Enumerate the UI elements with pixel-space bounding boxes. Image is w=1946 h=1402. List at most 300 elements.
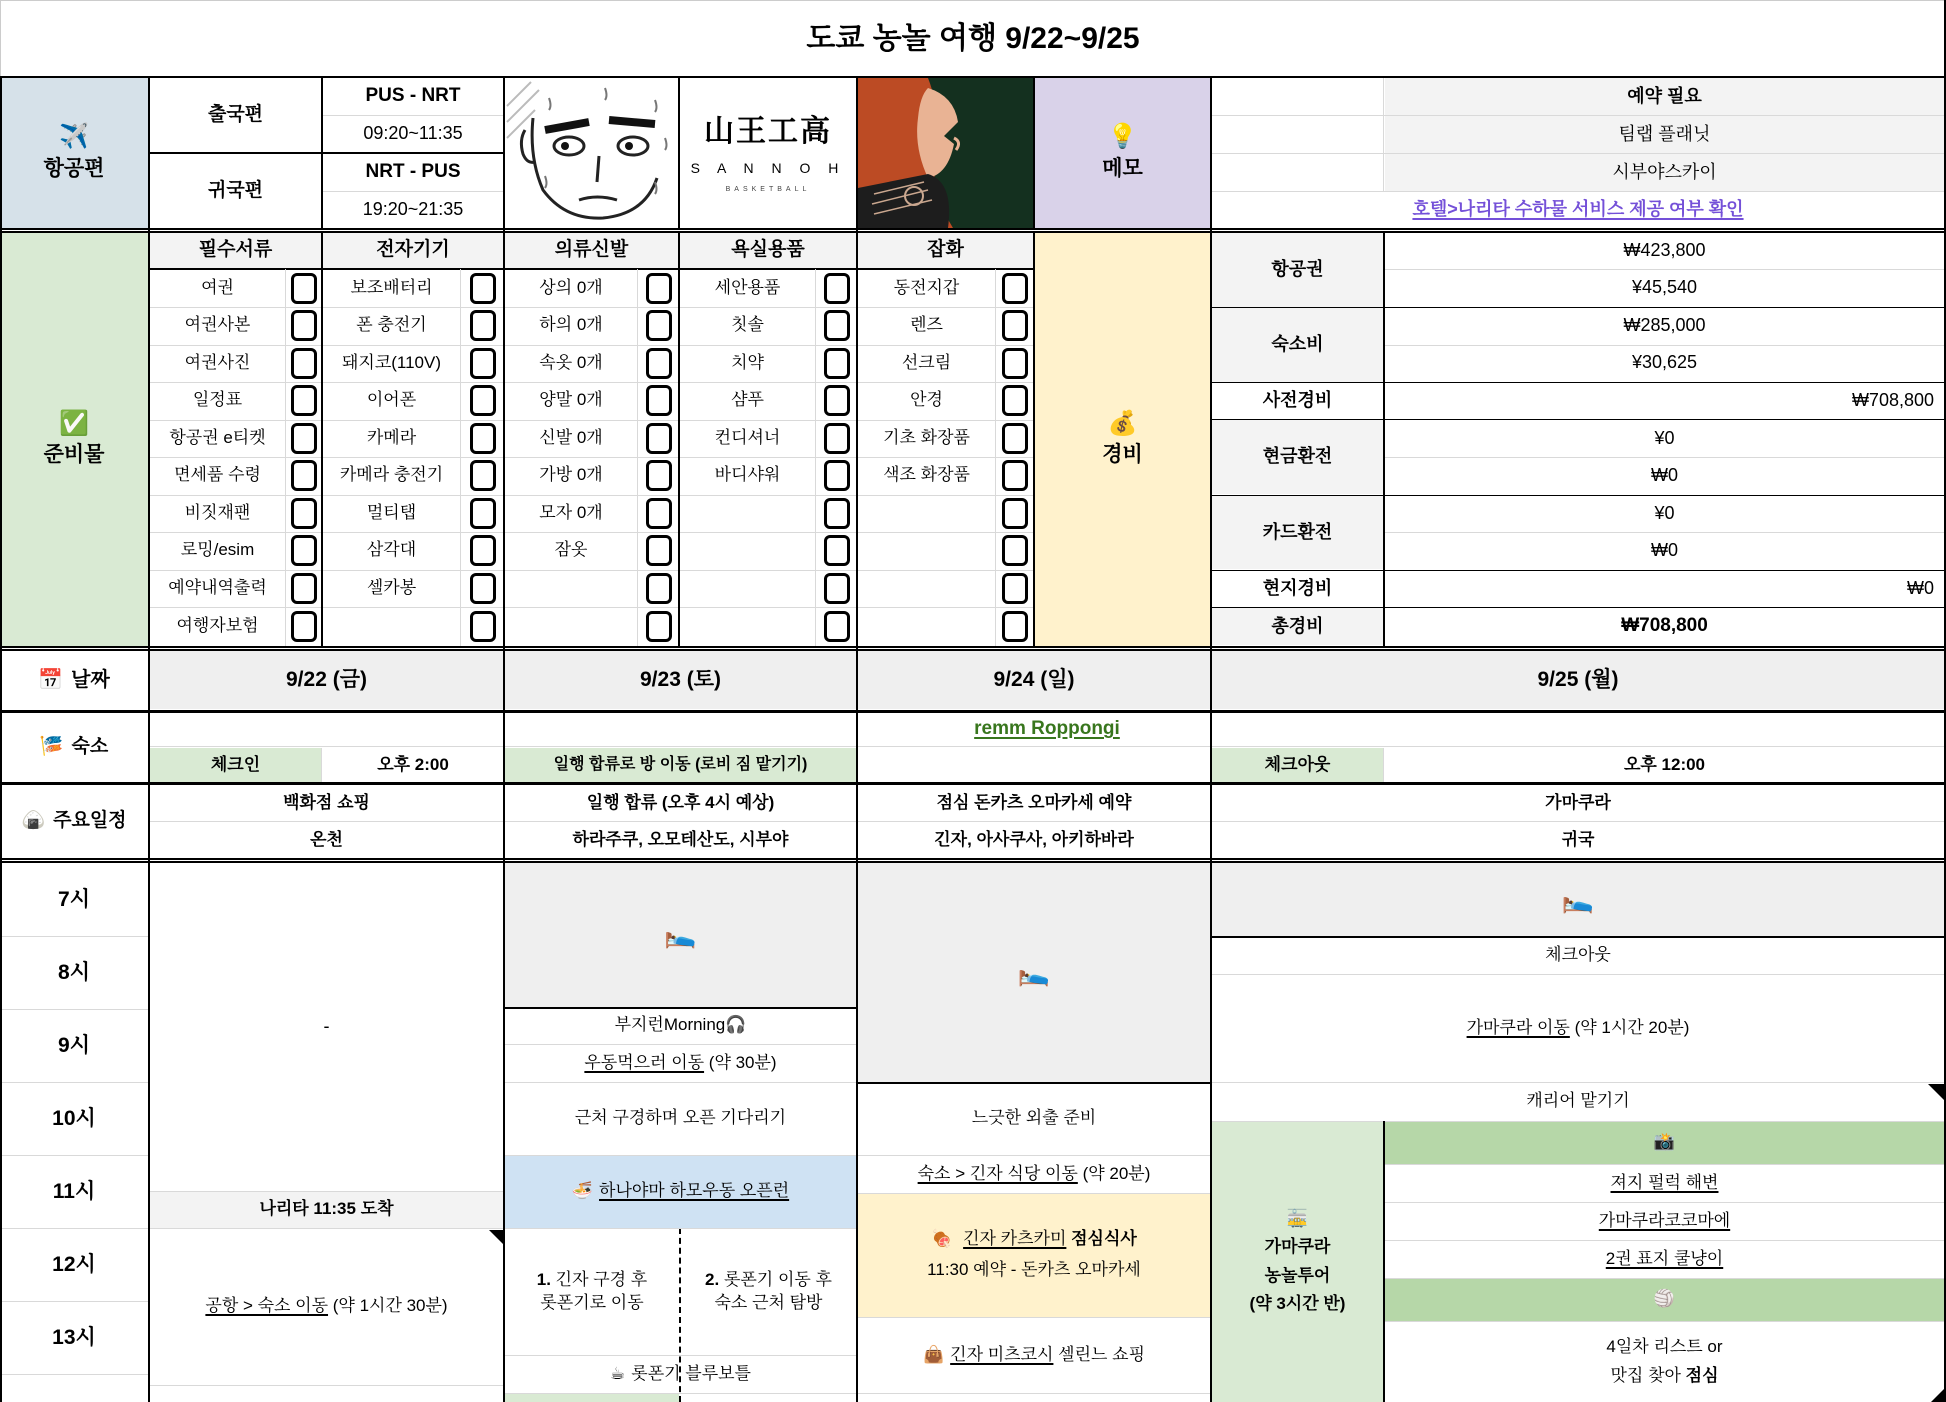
lightbulb-icon: 💡 — [1107, 123, 1138, 151]
checklist-checkbox[interactable] — [285, 345, 323, 382]
checklist-item-label: 삼각대 — [366, 540, 417, 560]
memo-item: 팀랩 플래닛 — [1385, 116, 1944, 153]
grid-line — [1212, 307, 1946, 308]
grid-line — [0, 1301, 150, 1302]
checklist-section-label: 준비물 — [43, 443, 105, 467]
lodging-day2-note: 일행 합류로 방 이동 (로비 짐 맡기기) — [505, 748, 856, 782]
grid-line — [1385, 457, 1944, 458]
grid-line — [1385, 345, 1944, 346]
meat-icon: 🍖 — [931, 1229, 953, 1249]
grid-line — [0, 231, 1946, 233]
schedule-cell-bluebottle: ☕ 롯폰기 블루보틀 — [505, 1355, 856, 1393]
inbound-route: NRT - PUS — [365, 161, 461, 183]
checklist-checkbox[interactable] — [815, 495, 858, 532]
checklist-item-label: 하의 0개 — [539, 315, 603, 335]
checklist-item-label — [505, 570, 637, 607]
checklist-checkbox[interactable] — [285, 420, 323, 457]
main-schedule-header — [0, 785, 148, 858]
checkin-time: 오후 2:00 — [377, 754, 449, 774]
main-schedule-cell: 귀국 — [1561, 829, 1595, 849]
checklist-checkbox[interactable] — [815, 345, 858, 382]
grid-line — [1385, 1202, 1946, 1203]
checklist-item-label: 선크림 — [901, 353, 952, 373]
hotel-link[interactable]: remm Roppongi — [974, 718, 1120, 740]
schedule-cell-ginza-move: 숙소 > 긴자 식당 이동 (약 20분) — [917, 1163, 1151, 1183]
checklist-checkbox[interactable] — [285, 570, 323, 607]
checklist-item-label — [858, 608, 995, 645]
checklist-item-label: 컨디셔너 — [714, 428, 781, 448]
date-row-label: 날짜 — [71, 669, 110, 691]
checklist-item-label: 렌즈 — [910, 315, 943, 335]
grid-line — [323, 191, 505, 192]
checklist-item-label: 색조 화장품 — [883, 465, 970, 485]
memo-item: 시부야스카이 — [1385, 154, 1944, 191]
grid-line — [637, 269, 638, 646]
checklist-group-title: 필수서류 — [150, 233, 321, 268]
schedule-cell-airport-transfer: 공항 > 숙소 이동 (약 1시간 30분) — [150, 1228, 503, 1385]
expense-section-header — [1035, 233, 1210, 646]
date-cell: 9/22 (금) — [150, 651, 503, 709]
grid-line — [0, 1009, 150, 1010]
checklist-item-label: 기초 화장품 — [883, 428, 970, 448]
grid-line — [0, 76, 1946, 78]
grid-line — [321, 748, 322, 782]
grid-line — [1212, 607, 1946, 608]
inbound-time: 19:20~21:35 — [362, 199, 464, 220]
checklist-item-label: 치약 — [731, 353, 764, 373]
checklist-checkbox[interactable] — [285, 382, 323, 419]
schedule-cell-relax: 느긋한 외출 준비 — [971, 1108, 1097, 1128]
grid-line — [0, 861, 1946, 863]
grid-line — [1385, 1278, 1946, 1279]
expense-value: ₩0 — [1651, 465, 1678, 486]
checklist-item-label: 카메라 충전기 — [339, 465, 444, 485]
grid-line — [150, 570, 1035, 571]
checklist-checkbox[interactable] — [815, 532, 858, 569]
checklist-item-label: 예약내역출력 — [168, 578, 267, 598]
grid-line — [858, 1193, 1212, 1194]
hour-label: 7시 — [58, 887, 90, 911]
check-icon: ✅ — [59, 409, 89, 437]
checklist-item-label: 폰 충전기 — [356, 315, 427, 335]
main-schedule-cell: 하라주쿠, 오모테산도, 시부야 — [572, 829, 789, 849]
lodging-name-cell — [150, 713, 1944, 746]
grid-line — [0, 1228, 150, 1229]
checklist-item-label: 로밍/esim — [180, 540, 255, 560]
expense-value: ₩0 — [1651, 540, 1678, 561]
grid-line — [0, 646, 1946, 648]
note-marker — [1931, 1389, 1944, 1402]
grid-line — [0, 782, 1946, 785]
note-marker — [489, 1230, 503, 1244]
expense-section-label: 경비 — [1102, 443, 1143, 467]
checklist-checkbox[interactable] — [285, 532, 323, 569]
checklist-group-title: 욕실용품 — [680, 233, 856, 268]
grid-line — [1383, 78, 1384, 192]
checklist-checkbox[interactable] — [285, 307, 323, 344]
checklist-checkbox[interactable] — [815, 420, 858, 457]
checklist-item-label — [505, 608, 637, 645]
schedule-cell-spot: 2권 표지 쿨냥이 — [1605, 1248, 1724, 1268]
grid-line — [1385, 532, 1944, 533]
grid-line — [0, 228, 1946, 230]
checklist-checkbox[interactable] — [995, 382, 1035, 419]
checklist-item-label: 멀티탭 — [366, 503, 417, 523]
grid-line — [1383, 748, 1384, 782]
checklist-checkbox[interactable] — [637, 270, 680, 307]
grid-line — [505, 1355, 858, 1356]
checklist-checkbox[interactable] — [637, 307, 680, 344]
checklist-checkbox[interactable] — [460, 608, 505, 645]
grid-line — [148, 78, 150, 1402]
checklist-checkbox[interactable] — [995, 270, 1035, 307]
bed-icon: 🛌 — [664, 919, 697, 950]
grid-line — [150, 457, 1035, 458]
outbound-route: PUS - NRT — [365, 85, 461, 107]
schedule-cell-day1-free: - — [323, 1016, 330, 1037]
checklist-item-label: 보조배터리 — [350, 278, 433, 298]
grid-line — [0, 858, 1946, 860]
expense-row-name: 항공권 — [1212, 233, 1383, 307]
checklist-checkbox[interactable] — [995, 495, 1035, 532]
grid-line — [150, 420, 1035, 421]
expense-value: ₩423,800 — [1623, 240, 1706, 261]
grid-line — [505, 1393, 858, 1394]
checkout-time: 오후 12:00 — [1623, 754, 1706, 774]
checklist-item-label — [680, 570, 815, 607]
grid-line — [1212, 570, 1946, 571]
schedule-cell-sleep — [505, 863, 856, 1007]
checklist-checkbox[interactable] — [637, 532, 680, 569]
schedule-cell-katsukami-lunch: 🍖 긴자 카츠카미 점심식사 11:30 예약 - 돈카츠 오마카세 — [858, 1193, 1210, 1317]
schedule-cell-sleep — [1212, 863, 1944, 936]
coffee-icon: ☕ — [610, 1363, 626, 1383]
grid-line — [1385, 1164, 1946, 1165]
checklist-checkbox[interactable] — [995, 345, 1035, 382]
checklist-checkbox[interactable] — [285, 457, 323, 494]
expense-value: ¥45,540 — [1631, 277, 1698, 298]
grid-line — [858, 1393, 1212, 1394]
photo-orange-art — [858, 78, 1033, 228]
grid-line — [0, 649, 1946, 651]
checklist-item-label — [858, 495, 995, 532]
grid-line — [150, 1228, 505, 1229]
bed-icon: 🛌 — [1017, 956, 1051, 987]
checklist-checkbox[interactable] — [815, 382, 858, 419]
checklist-item-label: 항공권 e티켓 — [169, 428, 266, 448]
checklist-item-label: 가방 0개 — [539, 465, 603, 485]
checklist-item-label: 일정표 — [192, 390, 243, 410]
checklist-group-title: 의류신발 — [505, 233, 678, 268]
schedule-cell-spot: 가마쿠라코코마에 — [1598, 1210, 1731, 1230]
grid-line — [1212, 974, 1946, 975]
grid-line — [0, 936, 150, 937]
expense-value: ¥0 — [1654, 427, 1675, 448]
schedule-cell-day4-lunch: 4일차 리스트 or 맛집 찾아 점심 — [1606, 1336, 1723, 1385]
schedule-cell-option2: 2. 롯폰기 이동 후 숙소 근처 탐방 — [705, 1270, 832, 1312]
checklist-checkbox[interactable] — [815, 608, 858, 645]
grid-line — [150, 152, 505, 154]
checklist-item-label: 여권사본 — [184, 315, 251, 335]
schedule-cell-option1: 1. 긴자 구경 후 롯폰기로 이동 — [536, 1270, 648, 1312]
date-cell: 9/25 (월) — [1212, 651, 1944, 709]
checklist-item-label: 돼지코(110V) — [341, 353, 442, 373]
hour-label: 11시 — [52, 1179, 96, 1203]
checklist-checkbox[interactable] — [995, 307, 1035, 344]
grid-line — [323, 115, 505, 116]
checklist-item-label: 안경 — [910, 390, 943, 410]
grid-line — [995, 269, 996, 646]
checklist-item-label: 이어폰 — [366, 390, 417, 410]
schedule-cell-udon-move: 우동먹으러 이동 (약 30분) — [584, 1052, 777, 1072]
expense-value: ¥30,625 — [1631, 352, 1698, 373]
camera-icon: 📸 — [1653, 1132, 1676, 1152]
checklist-checkbox[interactable] — [460, 382, 505, 419]
expense-row-name: 현지경비 — [1262, 577, 1333, 598]
schedule-cell-sleep — [858, 863, 1210, 1082]
checklist-checkbox[interactable] — [460, 345, 505, 382]
grid-line — [150, 532, 1035, 533]
grid-line — [150, 268, 1035, 270]
money-bag-icon: 💰 — [1107, 409, 1138, 437]
main-schedule-cell: 긴자, 아사쿠사, 아키하바라 — [934, 829, 1134, 849]
expense-total-value: ₩708,800 — [1621, 615, 1708, 637]
checklist-checkbox[interactable] — [460, 457, 505, 494]
schedule-cell-spot: 져지 펄럭 해변 — [1610, 1172, 1719, 1192]
checklist-checkbox[interactable] — [460, 270, 505, 307]
grid-line — [1385, 1321, 1946, 1322]
grid-line — [150, 1385, 505, 1386]
schedule-cell-hanayama: 🍜 하나야마 하모우동 오픈런 — [505, 1155, 856, 1228]
checklist-checkbox[interactable] — [637, 382, 680, 419]
checklist-item-label: 상의 0개 — [539, 278, 603, 298]
checklist-item-label — [323, 608, 460, 645]
grid-line — [150, 746, 1944, 747]
checklist-item-label: 바디샤워 — [714, 465, 781, 485]
grid-line — [1210, 153, 1946, 154]
checklist-item-label — [858, 570, 995, 607]
checklist-checkbox[interactable] — [285, 495, 323, 532]
flight-section-header — [0, 78, 148, 228]
baggage-service-link[interactable]: 호텔>나리타 수하물 서비스 제공 여부 확인 — [1412, 199, 1744, 220]
date-cell: 9/23 (토) — [505, 651, 856, 709]
checklist-checkbox[interactable] — [637, 608, 680, 645]
checklist-checkbox[interactable] — [815, 307, 858, 344]
grid-line — [0, 0, 1946, 1]
grid-line — [856, 78, 858, 1402]
grid-line — [505, 1155, 858, 1156]
memo-section-label: 메모 — [1102, 156, 1143, 180]
checklist-checkbox[interactable] — [285, 270, 323, 307]
checklist-item-label: 셀카봉 — [366, 578, 417, 598]
checklist-item-label: 신발 0개 — [539, 428, 603, 448]
checklist-item-label: 비짓재팬 — [184, 503, 251, 523]
photo-sannoh-logo — [680, 78, 856, 228]
checklist-section-header — [0, 233, 148, 646]
grid-line — [321, 78, 323, 230]
grid-line — [1385, 1240, 1946, 1241]
checklist-item-label — [680, 608, 815, 645]
checklist-item-label: 속옷 0개 — [539, 353, 603, 373]
grid-line — [678, 78, 680, 230]
checklist-checkbox[interactable] — [995, 570, 1035, 607]
checklist-checkbox[interactable] — [460, 532, 505, 569]
grid-line — [321, 231, 323, 646]
grid-line — [0, 1155, 150, 1156]
checklist-checkbox[interactable] — [460, 307, 505, 344]
schedule-cell-next-partial — [505, 1393, 679, 1402]
grid-line — [1210, 115, 1946, 116]
grid-line — [505, 1007, 858, 1009]
checklist-checkbox[interactable] — [995, 420, 1035, 457]
handbag-icon: 👜 — [922, 1344, 945, 1364]
expense-value: ₩708,800 — [1851, 390, 1934, 411]
expense-row-name: 사전경비 — [1262, 390, 1333, 411]
grid-line — [285, 269, 286, 646]
calendar-icon: 📅 — [38, 669, 64, 691]
sannoh-subtitle: BASKETBALL — [725, 186, 811, 194]
main-schedule-cell: 온천 — [310, 829, 343, 849]
main-schedule-label: 주요일정 — [53, 810, 127, 832]
grid-line — [1210, 78, 1212, 1402]
checklist-item-label: 모자 0개 — [539, 503, 603, 523]
hour-label: 13시 — [52, 1325, 96, 1349]
grid-line — [150, 307, 1035, 308]
expense-value: ₩0 — [1907, 577, 1934, 598]
checklist-item-label: 잠옷 — [554, 540, 588, 560]
hour-label: 12시 — [52, 1252, 96, 1276]
checklist-checkbox[interactable] — [460, 495, 505, 532]
bed-icon: 🛌 — [1561, 883, 1595, 914]
checklist-checkbox[interactable] — [637, 457, 680, 494]
checklist-item-label: 샴푸 — [731, 390, 764, 410]
schedule-cell-mitsukoshi: 👜 긴자 미츠코시 셀린느 쇼핑 — [858, 1317, 1210, 1393]
grid-line — [1212, 1121, 1946, 1122]
flight-section-label: 항공편 — [43, 156, 105, 180]
checklist-checkbox[interactable] — [815, 570, 858, 607]
checklist-checkbox[interactable] — [815, 270, 858, 307]
memo-section-header — [1035, 78, 1210, 228]
memo-link-cell — [1212, 192, 1944, 228]
expense-value: ¥0 — [1654, 503, 1675, 524]
checklist-item-label — [680, 532, 815, 569]
checklist-item-label: 카메라 — [366, 428, 417, 448]
expense-row-name: 현금환전 — [1212, 420, 1383, 494]
grid-line — [1212, 1082, 1946, 1083]
checklist-checkbox[interactable] — [995, 457, 1035, 494]
sannoh-roman: S A N N O H — [690, 159, 846, 176]
schedule-cell-morning: 부지런Morning🎧 — [614, 1015, 747, 1035]
grid-line — [503, 78, 505, 1402]
grid-line — [858, 1317, 1212, 1318]
schedule-cell-checkout: 체크아웃 — [1545, 944, 1611, 964]
grid-line — [0, 0, 1, 78]
grid-line — [1210, 191, 1946, 192]
outbound-label: 출국편 — [207, 103, 264, 125]
checklist-checkbox[interactable] — [637, 345, 680, 382]
checklist-checkbox[interactable] — [460, 420, 505, 457]
checklist-item-label: 여권 — [201, 278, 234, 298]
grid-line — [1212, 419, 1946, 420]
checklist-item-label: 칫솔 — [731, 315, 764, 335]
grid-line — [0, 710, 1946, 713]
grid-line — [1212, 382, 1946, 383]
lodging-row-label: 숙소 — [71, 735, 109, 757]
sannoh-kanji: 山王工高 — [704, 114, 832, 148]
grid-line — [460, 269, 461, 646]
date-row-header — [0, 651, 148, 709]
grid-line — [815, 269, 816, 646]
checklist-checkbox[interactable] — [637, 570, 680, 607]
expense-row-name: 숙소비 — [1212, 308, 1383, 382]
checklist-checkbox[interactable] — [995, 532, 1035, 569]
grid-line — [858, 1082, 1212, 1084]
schedule-cell-photo-spot — [1385, 1121, 1944, 1164]
checklist-item-label: 동전지갑 — [893, 278, 960, 298]
grid-line — [0, 1082, 150, 1083]
schedule-cell-wait-open: 근처 구경하며 오픈 기다리기 — [574, 1108, 787, 1128]
checklist-checkbox[interactable] — [995, 608, 1035, 645]
checkout-label: 체크아웃 — [1212, 748, 1383, 782]
main-schedule-cell: 백화점 쇼핑 — [283, 792, 370, 812]
grid-line — [1033, 231, 1035, 646]
grid-line — [150, 607, 1035, 608]
expense-value: ₩285,000 — [1623, 315, 1706, 336]
main-schedule-cell: 일행 합류 (오후 4시 예상) — [586, 792, 775, 812]
expense-row-name: 총경비 — [1212, 608, 1383, 645]
date-cell: 9/24 (일) — [858, 651, 1210, 709]
outbound-time: 09:20~11:35 — [363, 123, 463, 144]
grid-line — [0, 1374, 150, 1375]
rice-ball-icon: 🍙 — [21, 810, 46, 832]
checklist-checkbox[interactable] — [460, 570, 505, 607]
grid-line — [1212, 495, 1946, 496]
hour-label: 9시 — [58, 1033, 90, 1057]
checklist-checkbox[interactable] — [815, 457, 858, 494]
lodging-row-header — [0, 713, 148, 781]
grid-line — [150, 382, 1035, 383]
schedule-cell-carrier: 캐리어 맡기기 — [1526, 1091, 1630, 1111]
checklist-group-title: 전자기기 — [323, 233, 503, 268]
inbound-label: 귀국편 — [207, 179, 264, 201]
schedule-cell-narita-arrival: 나리타 11:35 도착 — [150, 1191, 503, 1228]
grid-line — [505, 1228, 858, 1229]
grid-line — [150, 345, 1035, 346]
schedule-cell-kamakura-move: 가마쿠라 이동 (약 1시간 20분) — [1466, 1017, 1690, 1037]
photo-manga-face — [505, 78, 678, 228]
checklist-checkbox[interactable] — [285, 608, 323, 645]
grid-line — [0, 78, 2, 1402]
checklist-checkbox[interactable] — [637, 495, 680, 532]
checklist-group-title: 잡화 — [858, 233, 1033, 268]
grid-line — [1385, 269, 1944, 270]
checklist-item-label — [680, 495, 815, 532]
grid-line — [1212, 936, 1946, 938]
checkin-label: 체크인 — [150, 748, 321, 782]
checklist-item-label: 양말 0개 — [539, 390, 603, 410]
grid-line — [858, 1155, 1212, 1156]
volleyball-icon: 🏐 — [1653, 1289, 1676, 1309]
memo-item: 예약 필요 — [1385, 78, 1944, 115]
grid-line — [1383, 1121, 1385, 1402]
hour-label: 8시 — [58, 960, 90, 984]
grid-line — [150, 821, 1944, 822]
hour-label: 10시 — [52, 1106, 96, 1130]
checklist-checkbox[interactable] — [637, 420, 680, 457]
ramen-icon: 🍜 — [571, 1181, 594, 1201]
grid-line — [678, 231, 680, 646]
grid-line — [150, 495, 1035, 496]
